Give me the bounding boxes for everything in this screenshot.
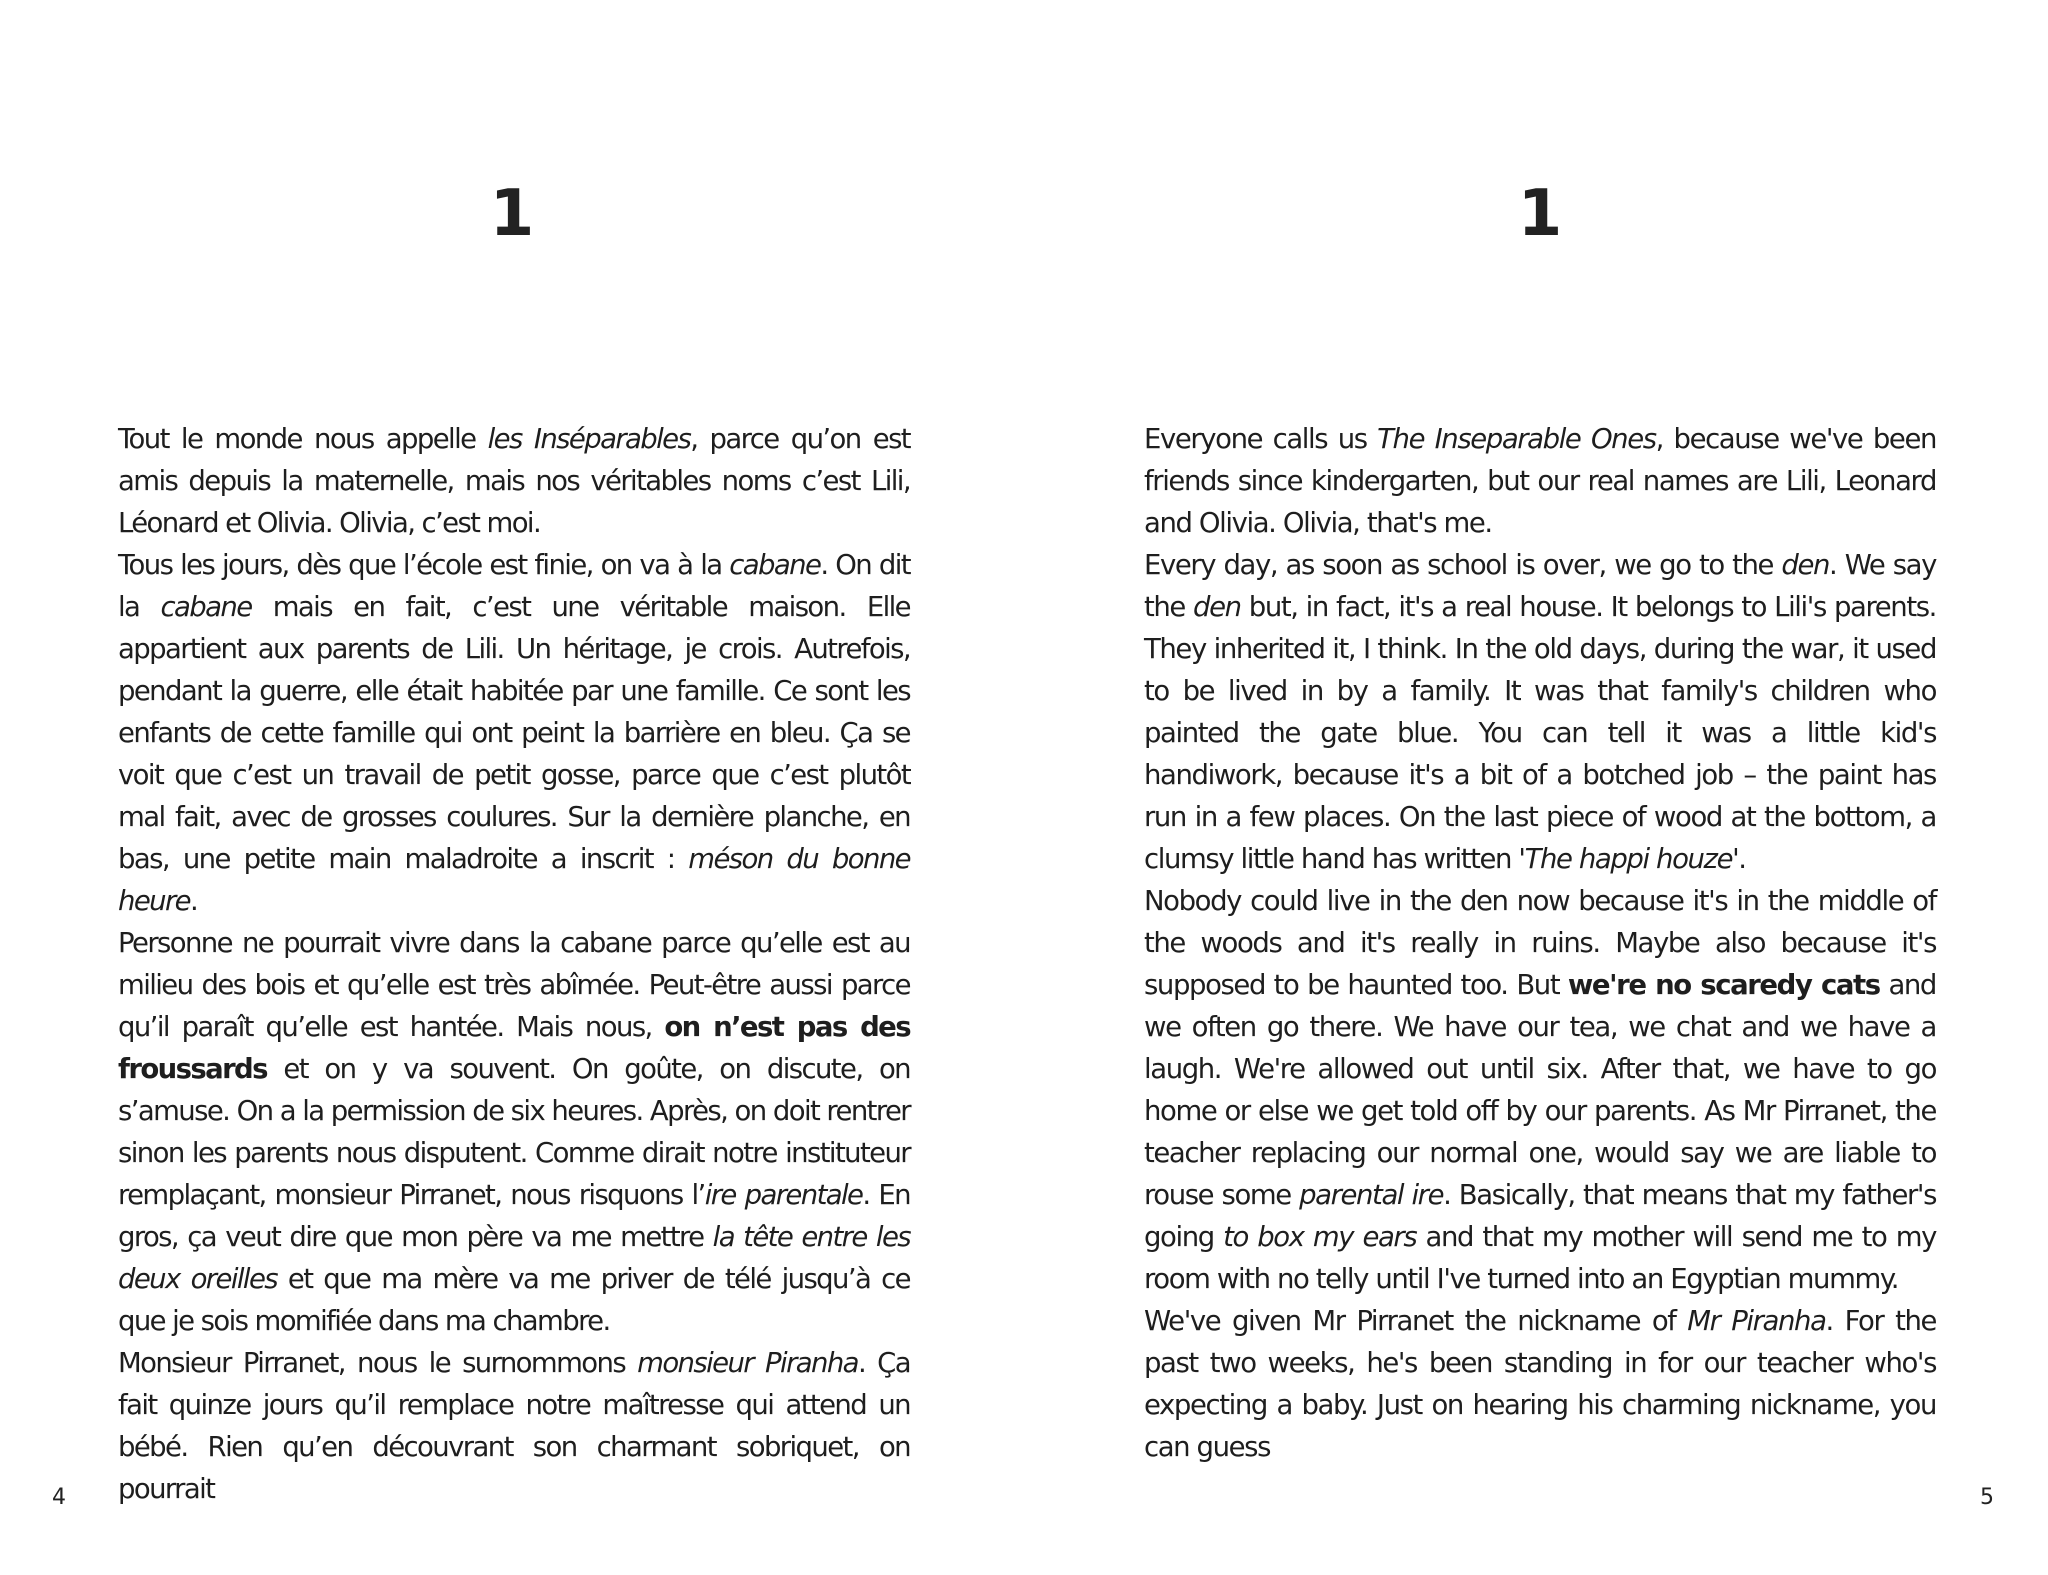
text-run: . xyxy=(1738,843,1746,875)
italic-run: méson du bonne heure xyxy=(118,843,910,917)
italic-run: Mr Piranha xyxy=(1687,1305,1826,1337)
text-run: . For the past two weeks, he's been standing in for our teacher who's expecting a baby. Just on hearing his charming nickname, you can guess xyxy=(1144,1305,1936,1463)
italic-run: monsieur Piranha xyxy=(637,1347,858,1379)
page-number: 5 xyxy=(1980,1485,1994,1510)
text-run: . Ça fait quinze jours qu’il remplace notre maîtresse qui attend un bébé. Rien qu’en découvrant son charmant sobriquet, on pourrait xyxy=(118,1347,911,1505)
paragraph xyxy=(118,922,910,1342)
text-run: and we often go there. We have our tea, we chat and we have a laugh. We're allowed out until six. After that, we have to go home or else we get told off by our parents. As Mr Pirranet, the teacher replacing our normal one, would say we are liable to rouse some xyxy=(1144,969,1936,1211)
paragraph xyxy=(1144,1300,1936,1468)
paragraph xyxy=(118,1342,910,1510)
italic-run: cabane xyxy=(160,591,252,623)
text-run: . Basically, that means that my father's going xyxy=(1144,1179,1936,1253)
italic-run: The Inseparable Ones xyxy=(1377,423,1656,455)
text-run: We've given Mr Pirranet the nickname of xyxy=(1144,1305,1688,1337)
body-text xyxy=(1144,418,1936,1468)
paragraph xyxy=(1144,880,1936,1300)
italic-run: parental ire xyxy=(1299,1179,1444,1211)
text-run: mais en fait, c’est une véritable maison. Elle appartient aux parents de Lili. Un héritage, je crois. Autrefois, pendant la guerre, elle était habitée par une famille. Ce sont les enfants de cette famille qui ont peint la barrière en bleu. Ça se voit que c’est un travail de petit gosse, parce que c’est plutôt mal fait, avec de grosses coulures. Sur la dernière planche, en bas, une petite main maladroite a inscrit : xyxy=(118,591,910,875)
paragraph xyxy=(1144,544,1936,880)
italic-run: la tête entre les deux oreilles xyxy=(118,1221,910,1295)
text-run: , because we've been friends since kindergarten, but our real names are Lili, Leonard and Olivia. Olivia, that's me. xyxy=(1144,423,1937,539)
italic-run: den xyxy=(1193,591,1241,623)
text-run: Every day, as soon as school is over, we go to the xyxy=(1144,549,1782,581)
italic-run: den xyxy=(1781,549,1830,581)
text-run: Monsieur Pirranet, nous le surnommons xyxy=(118,1347,638,1379)
italic-run: les Inséparables xyxy=(487,423,691,455)
text-run: and that my mother will send me to my room with no telly until I've turned into an Egyptian mummy. xyxy=(1144,1221,1936,1295)
text-run: Personne ne pourrait vivre dans la cabane parce qu’elle est au milieu des bois et qu’elle est très abîmée. Peut-être aussi parce qu’il paraît qu’elle est hantée. Mais nous, xyxy=(118,927,910,1043)
paragraph xyxy=(1144,418,1936,544)
page-number: 4 xyxy=(52,1485,66,1510)
body-text xyxy=(118,418,910,1510)
text-run: et on y va souvent. On goûte, on discute, on s’amuse. On a la permission de six heures. Après, on doit rentrer sinon les parents nous disputent. Comme dirait notre instituteur remplaçant, monsieur Pirranet, nous risquons l’ xyxy=(118,1053,910,1211)
bold-run: we're no scaredy cats xyxy=(1567,969,1880,1001)
text-run: Everyone calls us xyxy=(1144,423,1378,455)
italic-run: to box my ears xyxy=(1223,1221,1417,1253)
italic-run: cabane xyxy=(729,549,821,581)
chapter-number: 1 xyxy=(1517,177,1563,251)
right-page xyxy=(1024,0,2048,1575)
text-run: but, in fact, it's a real house. It belongs to Lili's parents. They inherited it, I think. In the old days, during the war, it used to be lived in by a family. It was that family's children who painted the gate blue. You can tell it was a little kid's handiwork, because it's a bit of a botched job – the paint has run in a few places. On the last piece of wood at the bottom, a clumsy little hand has written xyxy=(1144,591,1936,875)
text-run: . On dit la xyxy=(118,549,910,623)
chapter-number: 1 xyxy=(489,177,535,251)
text-run: Tous les jours, dès que l’école est finie, on va à la xyxy=(118,549,730,581)
italic-run: ire parentale xyxy=(704,1179,863,1211)
bold-run: on n’est pas des froussards xyxy=(118,1011,910,1085)
text-run: , parce qu’on est amis depuis la maternelle, mais nos véritables noms c’est Lili, Léonard et Olivia. Olivia, c’est moi. xyxy=(118,423,910,539)
paragraph xyxy=(118,418,910,544)
paragraph xyxy=(118,544,910,922)
text-run: et que ma mère va me priver de télé jusqu’à ce que je sois momifiée dans ma chambre. xyxy=(118,1263,910,1337)
text-run: Nobody could live in the den now because it's in the middle of the woods and it's really in ruins. Maybe also because it's supposed to be haunted too. But xyxy=(1144,885,1936,1001)
text-run: . xyxy=(190,885,198,917)
italic-run: 'The happi houze' xyxy=(1518,843,1739,875)
text-run: Tout le monde nous appelle xyxy=(118,423,488,455)
text-run: . We say the xyxy=(1144,549,1936,623)
text-run: . En gros, ça veut dire que mon père va me mettre xyxy=(118,1179,911,1253)
